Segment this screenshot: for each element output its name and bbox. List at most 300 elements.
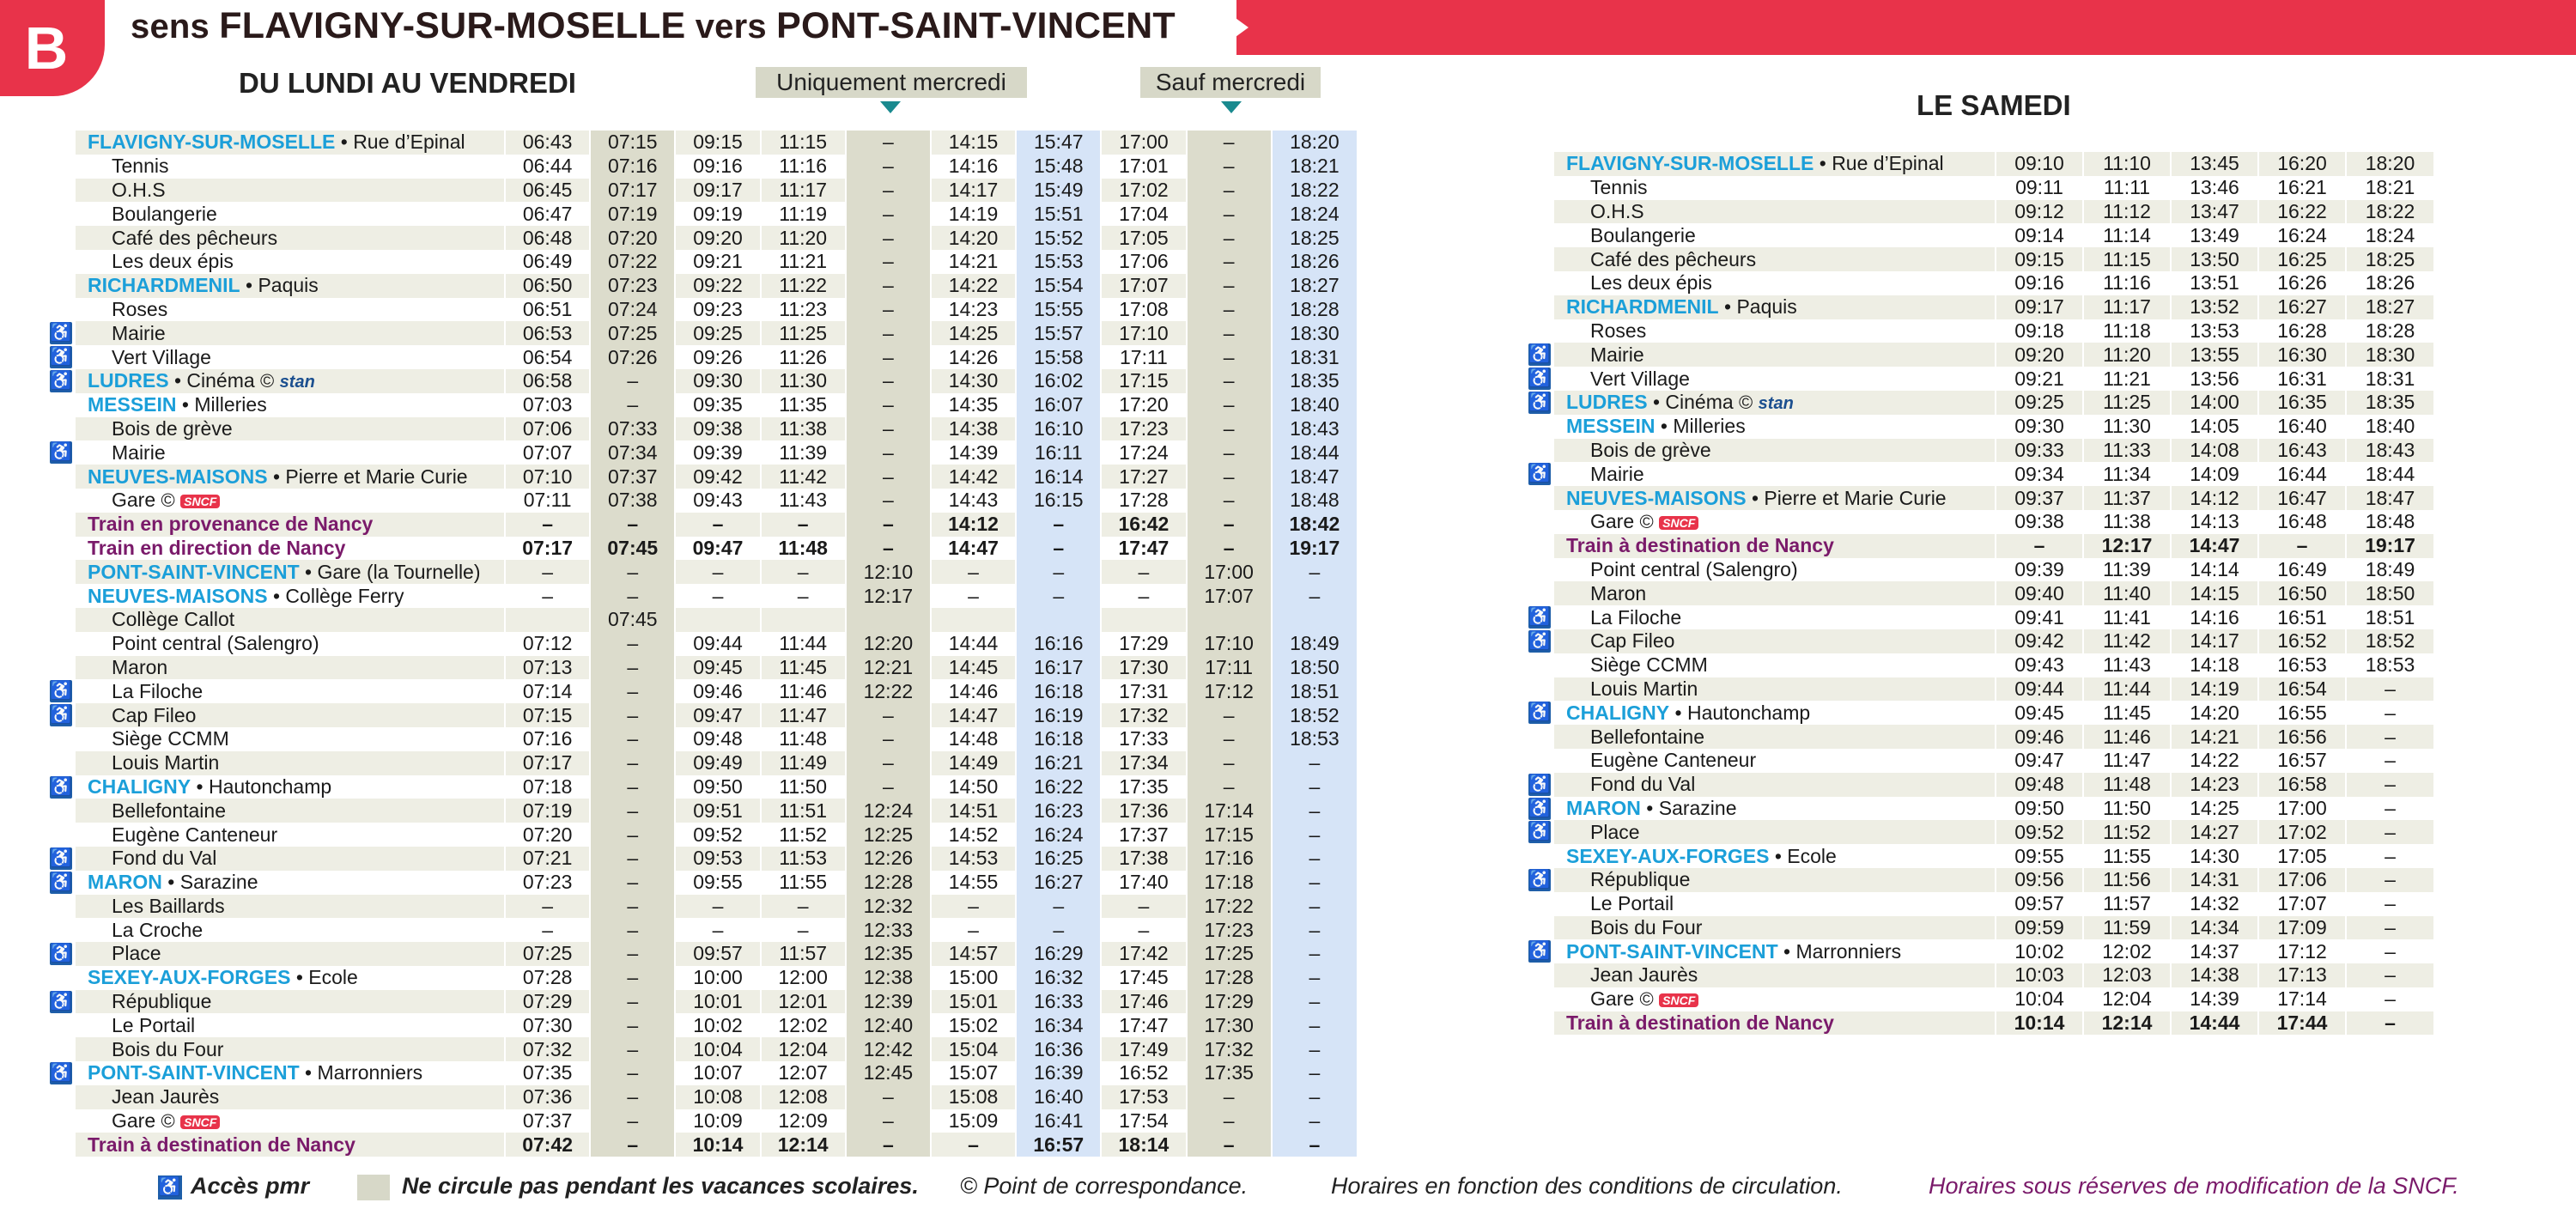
time-cell: – [675, 513, 760, 537]
time-cell: 11:48 [761, 727, 846, 751]
time-cell: – [590, 751, 675, 775]
time-cell: 09:53 [675, 847, 760, 871]
table-row [1554, 820, 2433, 844]
time-cell: – [846, 202, 931, 226]
time-cell: 07:28 [505, 966, 590, 990]
time-cell: 13:50 [2171, 247, 2258, 271]
time-cell: 09:55 [1996, 844, 2083, 868]
stop-name: Mairie [112, 440, 166, 464]
wheelchair-icon: ♿ [50, 681, 73, 702]
table-row [1554, 773, 2433, 797]
town-name: RICHARDMENIL [1566, 295, 1719, 319]
wheelchair-icon: ♿ [50, 776, 73, 797]
time-cell: – [1272, 1061, 1357, 1085]
stop-name-cell [1554, 749, 1996, 773]
stop-name: Café des pêcheurs [1590, 247, 1757, 270]
time-cell: – [1187, 1109, 1272, 1133]
time-cell: 16:47 [2258, 486, 2346, 510]
time-cell: 18:52 [1272, 703, 1357, 727]
stop-name-cell [76, 179, 505, 203]
time-cell [931, 608, 1016, 632]
stop-detail: • Milleries [1655, 415, 1746, 438]
stop-name-cell [76, 393, 505, 417]
time-cell: 06:48 [505, 226, 590, 250]
time-cell: 18:24 [2346, 223, 2433, 247]
time-cell: 18:43 [1272, 417, 1357, 441]
time-cell: 12:17 [2083, 534, 2171, 558]
stop-name-cell [1554, 200, 1996, 224]
time-cell: – [1101, 918, 1186, 942]
stop-name-cell [76, 1013, 505, 1037]
time-cell: – [1272, 560, 1357, 584]
stop-name-cell [1554, 844, 1996, 868]
stop-name-cell [1554, 701, 1996, 725]
time-cell: 07:26 [590, 345, 675, 369]
time-cell: 11:20 [2083, 343, 2171, 367]
time-cell: – [590, 823, 675, 847]
time-cell: 16:27 [2258, 295, 2346, 319]
time-cell: 11:26 [761, 345, 846, 369]
wheelchair-icon: ♿ [1528, 344, 1552, 365]
stop-name-cell [1554, 868, 1996, 892]
table-row [1554, 510, 2433, 534]
time-cell: 12:26 [846, 847, 931, 871]
time-cell: 18:27 [1272, 274, 1357, 298]
time-cell: 07:03 [505, 393, 590, 417]
stop-name: Place [112, 942, 161, 965]
time-cell: 11:16 [761, 155, 846, 179]
stop-name-cell [76, 1133, 505, 1157]
wheelchair-icon: ♿ [1528, 822, 1552, 842]
stop-name: Roses [112, 297, 168, 320]
time-cell: – [1016, 918, 1101, 942]
time-cell: 18:42 [1272, 513, 1357, 537]
time-cell: 06:44 [505, 155, 590, 179]
table-row [76, 871, 1357, 895]
stop-name-cell [1554, 176, 1996, 200]
time-cell: 14:27 [2171, 820, 2258, 844]
time-cell: 18:22 [1272, 179, 1357, 203]
table-row [76, 847, 1357, 871]
time-cell: 16:54 [2258, 677, 2346, 702]
time-cell: 17:28 [1187, 966, 1272, 990]
table-row [1554, 939, 2433, 963]
town-name: PONT-SAINT-VINCENT [88, 1061, 300, 1084]
time-cell: – [2346, 916, 2433, 940]
weekday-timetable [76, 131, 1357, 1157]
wheelchair-icon: ♿ [1528, 702, 1552, 723]
correspondence-marker [1634, 987, 1698, 1010]
time-cell: 11:55 [761, 871, 846, 895]
stop-name-cell [1554, 629, 1996, 653]
time-cell: – [590, 918, 675, 942]
stop-detail: • Cinéma [1647, 391, 1734, 414]
time-cell: 09:25 [675, 321, 760, 345]
time-cell: 09:37 [1996, 486, 2083, 510]
time-cell: 18:25 [2346, 247, 2433, 271]
time-cell: 09:15 [675, 131, 760, 155]
time-cell: 11:38 [2083, 510, 2171, 534]
time-cell: – [675, 560, 760, 584]
time-cell: 14:38 [2171, 963, 2258, 987]
table-row [76, 537, 1357, 561]
time-cell: 14:16 [2171, 605, 2258, 629]
stop-name: Bois du Four [1590, 915, 1703, 939]
town-name: CHALIGNY [1566, 701, 1670, 724]
time-cell: 11:11 [2083, 176, 2171, 200]
time-cell: 18:49 [1272, 632, 1357, 656]
time-cell: – [505, 918, 590, 942]
legend-conditions: Horaires en fonction des conditions de circulation. [1331, 1173, 1843, 1199]
time-cell: 17:32 [1101, 703, 1186, 727]
town-name: NEUVES-MAISONS [88, 465, 268, 488]
wheelchair-icon: ♿ [50, 323, 73, 343]
table-row [76, 895, 1357, 919]
wheelchair-icon: ♿ [50, 442, 73, 463]
time-cell: 07:30 [505, 1013, 590, 1037]
stop-name-cell [1554, 653, 1996, 677]
time-cell: 18:50 [1272, 656, 1357, 680]
time-cell: 16:10 [1016, 417, 1101, 441]
time-cell: 12:00 [761, 966, 846, 990]
wheelchair-icon: ♿ [50, 371, 73, 391]
time-cell: 18:28 [2346, 319, 2433, 343]
correspondence-icon: © [1639, 988, 1654, 1011]
time-cell: – [846, 1109, 931, 1133]
time-cell: 07:17 [505, 751, 590, 775]
time-cell: 11:48 [2083, 773, 2171, 797]
time-cell: 18:26 [2346, 271, 2433, 295]
stop-name-cell [1554, 581, 1996, 605]
time-cell: – [846, 703, 931, 727]
time-cell: 14:15 [931, 131, 1016, 155]
time-cell: 17:30 [1187, 1013, 1272, 1037]
time-cell: 14:30 [931, 369, 1016, 393]
time-cell: 10:07 [675, 1061, 760, 1085]
time-cell: 18:43 [2346, 439, 2433, 463]
stop-name: Tennis [112, 155, 169, 178]
time-cell: 07:22 [590, 250, 675, 274]
time-cell: – [590, 703, 675, 727]
time-cell: 15:52 [1016, 226, 1101, 250]
stop-name: Fond du Val [1590, 773, 1696, 796]
stop-name-cell [76, 274, 505, 298]
stop-name-cell [76, 537, 505, 561]
time-cell: 17:54 [1101, 1109, 1186, 1133]
stop-name-cell [1554, 439, 1996, 463]
time-cell: 09:43 [675, 489, 760, 513]
time-cell: 17:06 [1101, 250, 1186, 274]
time-cell: 11:44 [761, 632, 846, 656]
time-cell: 17:32 [1187, 1037, 1272, 1061]
time-cell: – [846, 298, 931, 322]
time-cell: 09:33 [1996, 439, 2083, 463]
town-name: RICHARDMENIL [88, 274, 240, 297]
stop-detail: • Pierre et Marie Curie [1746, 486, 1947, 509]
time-cell: – [846, 274, 931, 298]
time-cell: 06:43 [505, 131, 590, 155]
time-cell: – [761, 918, 846, 942]
stop-name-cell [76, 823, 505, 847]
time-cell: 09:49 [675, 751, 760, 775]
wheelchair-icon: ♿ [50, 944, 73, 964]
table-row [76, 990, 1357, 1014]
stop-name-cell [76, 1061, 505, 1085]
table-row [76, 155, 1357, 179]
stop-name-cell [76, 847, 505, 871]
table-row [76, 1109, 1357, 1133]
time-cell: – [2346, 797, 2433, 821]
time-cell: 14:25 [931, 321, 1016, 345]
wheelchair-icon: ♿ [1528, 870, 1552, 890]
correspondence-marker [255, 369, 315, 392]
stop-name: Gare [112, 489, 156, 512]
stop-name-cell [76, 369, 505, 393]
time-cell: 15:49 [1016, 179, 1101, 203]
time-cell: 17:20 [1101, 393, 1186, 417]
time-cell: 17:10 [1187, 632, 1272, 656]
time-cell: 11:50 [2083, 797, 2171, 821]
time-cell: 15:48 [1016, 155, 1101, 179]
time-cell: 07:24 [590, 298, 675, 322]
time-cell: – [2346, 773, 2433, 797]
time-cell: 16:41 [1016, 1109, 1101, 1133]
time-cell: 09:39 [675, 440, 760, 465]
time-cell: – [1272, 1109, 1357, 1133]
stop-name: Collège Callot [112, 608, 235, 631]
time-cell: 17:49 [1101, 1037, 1186, 1061]
wheelchair-icon: ♿ [1528, 368, 1552, 389]
time-cell: – [2346, 868, 2433, 892]
legend-sncf: Horaires sous réserves de modification de la SNCF. [1929, 1173, 2459, 1199]
time-cell: 19:17 [2346, 534, 2433, 558]
table-row [1554, 653, 2433, 677]
time-cell: 12:22 [846, 679, 931, 703]
time-cell: – [2346, 820, 2433, 844]
time-cell: 18:20 [2346, 152, 2433, 176]
time-cell: 07:15 [505, 703, 590, 727]
time-cell: 12:24 [846, 799, 931, 823]
time-cell: 16:19 [1016, 703, 1101, 727]
table-row [76, 393, 1357, 417]
time-cell: 11:45 [761, 656, 846, 680]
time-cell: 09:44 [675, 632, 760, 656]
time-cell: 14:23 [2171, 773, 2258, 797]
stop-name-cell [1554, 916, 1996, 940]
time-cell: 09:57 [1996, 892, 2083, 916]
time-cell: 11:37 [2083, 486, 2171, 510]
stop-name: Boulangerie [112, 202, 217, 225]
line-badge: B [0, 0, 105, 96]
time-cell: 09:57 [675, 942, 760, 966]
time-cell: 15:55 [1016, 298, 1101, 322]
time-cell: 07:33 [590, 417, 675, 441]
time-cell: 15:47 [1016, 131, 1101, 155]
time-cell: 17:33 [1101, 727, 1186, 751]
train-connection-label: Train à destination de Nancy [88, 1133, 355, 1156]
table-row [1554, 534, 2433, 558]
stop-name-cell [76, 1085, 505, 1109]
stop-detail: • Marronniers [299, 1061, 423, 1084]
stop-name-cell [1554, 510, 1996, 534]
stop-name-cell [76, 1109, 505, 1133]
stop-name: Les deux épis [112, 250, 234, 273]
time-cell: 11:38 [761, 417, 846, 441]
time-cell: 11:17 [2083, 295, 2171, 319]
time-cell: 10:00 [675, 966, 760, 990]
stop-detail: • Rue d’Epinal [335, 131, 465, 154]
time-cell: 12:25 [846, 823, 931, 847]
time-cell: 17:07 [2258, 892, 2346, 916]
stop-name-cell [1554, 1011, 1996, 1036]
stop-name-cell [1554, 963, 1996, 987]
time-cell: 06:51 [505, 298, 590, 322]
stop-name: Maron [1590, 581, 1647, 604]
time-cell: 07:34 [590, 440, 675, 465]
time-cell: – [2346, 749, 2433, 773]
time-cell: 10:02 [675, 1013, 760, 1037]
stop-name: Gare [1590, 987, 1635, 1011]
time-cell: 06:49 [505, 250, 590, 274]
time-cell: – [590, 369, 675, 393]
time-cell: 11:12 [2083, 200, 2171, 224]
time-cell: – [1187, 202, 1272, 226]
time-cell: 07:25 [505, 942, 590, 966]
time-cell: 14:39 [2171, 987, 2258, 1011]
stop-name: Bellefontaine [112, 799, 226, 822]
stop-name-cell [1554, 797, 1996, 821]
time-cell: 06:45 [505, 179, 590, 203]
time-cell: 11:59 [2083, 916, 2171, 940]
wheelchair-icon: ♿ [1528, 941, 1552, 962]
time-cell: 15:04 [931, 1037, 1016, 1061]
stop-name-cell [1554, 223, 1996, 247]
stop-detail: • Hautonchamp [191, 775, 332, 798]
time-cell: 14:25 [2171, 797, 2258, 821]
time-cell: – [590, 966, 675, 990]
time-cell: – [846, 131, 931, 155]
stop-detail: • Collège Ferry [267, 584, 404, 607]
time-cell: 17:15 [1101, 369, 1186, 393]
time-cell: – [1187, 513, 1272, 537]
time-cell [1272, 608, 1357, 632]
time-cell: 18:26 [1272, 250, 1357, 274]
time-cell: 07:45 [590, 537, 675, 561]
time-cell: 17:29 [1101, 632, 1186, 656]
time-cell: 14:39 [931, 440, 1016, 465]
time-cell: 17:47 [1101, 1013, 1186, 1037]
time-cell: – [1187, 465, 1272, 489]
stop-name-cell [1554, 343, 1996, 367]
table-row [1554, 892, 2433, 916]
time-cell: 18:53 [1272, 727, 1357, 751]
time-cell: 19:17 [1272, 537, 1357, 561]
time-cell: 17:09 [2258, 916, 2346, 940]
time-cell: – [590, 727, 675, 751]
stop-name: Eugène Canteneur [1590, 749, 1757, 772]
time-cell: 18:27 [2346, 295, 2433, 319]
town-name: SEXEY-AUX-FORGES [88, 966, 291, 989]
time-cell: – [1272, 1013, 1357, 1037]
title-mid: vers [685, 8, 777, 46]
time-cell: – [1187, 440, 1272, 465]
time-cell: 11:55 [2083, 844, 2171, 868]
stop-name: Vert Village [112, 345, 211, 368]
legend-school: Ne circule pas pendant les vacances scolaires. [402, 1173, 919, 1199]
time-cell: 15:58 [1016, 345, 1101, 369]
time-cell: – [590, 1085, 675, 1109]
stop-name: Eugène Canteneur [112, 823, 278, 846]
time-cell: – [846, 1085, 931, 1109]
time-cell: – [590, 560, 675, 584]
legend-correspondence: © Point de correspondance. [960, 1173, 1249, 1199]
table-row [1554, 247, 2433, 271]
note-except-wednesday: Sauf mercredi [1140, 67, 1321, 98]
time-cell: – [2346, 963, 2433, 987]
time-cell: 09:11 [1996, 176, 2083, 200]
stop-name: Le Portail [112, 1013, 196, 1036]
time-cell: 12:40 [846, 1013, 931, 1037]
time-cell: 09:51 [675, 799, 760, 823]
time-cell: 15:09 [931, 1109, 1016, 1133]
stop-name: Mairie [112, 321, 166, 344]
time-cell: 09:56 [1996, 868, 2083, 892]
stop-name-cell [1554, 295, 1996, 319]
time-cell [1016, 608, 1101, 632]
time-cell: 14:23 [931, 298, 1016, 322]
time-cell: 16:02 [1016, 369, 1101, 393]
stop-name: Louis Martin [112, 751, 220, 775]
time-cell: 16:48 [2258, 510, 2346, 534]
time-cell: 17:47 [1101, 537, 1186, 561]
time-cell: 14:47 [931, 537, 1016, 561]
time-cell: 14:57 [931, 942, 1016, 966]
time-cell: 09:42 [1996, 629, 2083, 653]
time-cell: – [931, 584, 1016, 608]
time-cell: 11:15 [2083, 247, 2171, 271]
title-prefix: sens [131, 8, 220, 46]
time-cell: 07:12 [505, 632, 590, 656]
time-cell: 16:07 [1016, 393, 1101, 417]
time-cell: 16:16 [1016, 632, 1101, 656]
time-cell: – [846, 321, 931, 345]
wheelchair-icon: ♿ [50, 872, 73, 892]
time-cell: 11:34 [2083, 462, 2171, 486]
correspondence-marker [155, 1109, 220, 1132]
time-cell: 11:30 [761, 369, 846, 393]
table-row [76, 179, 1357, 203]
time-cell: – [846, 179, 931, 203]
time-cell: 07:13 [505, 656, 590, 680]
table-row [1554, 725, 2433, 749]
time-cell: 17:00 [2258, 797, 2346, 821]
time-cell: 14:09 [2171, 462, 2258, 486]
stop-name-cell [76, 440, 505, 465]
time-cell: – [1272, 775, 1357, 799]
stop-name: Siège CCMM [112, 727, 229, 750]
time-cell: 07:06 [505, 417, 590, 441]
legend-pmr: Accès pmr [191, 1173, 310, 1199]
time-cell: – [1187, 727, 1272, 751]
table-row [1554, 343, 2433, 367]
stop-name-cell [76, 966, 505, 990]
time-cell: – [590, 942, 675, 966]
sncf-logo: SNCF [180, 495, 220, 508]
time-cell: 07:10 [505, 465, 590, 489]
time-cell: 11:25 [761, 321, 846, 345]
stop-name: République [112, 990, 212, 1013]
time-cell: 14:20 [2171, 701, 2258, 725]
